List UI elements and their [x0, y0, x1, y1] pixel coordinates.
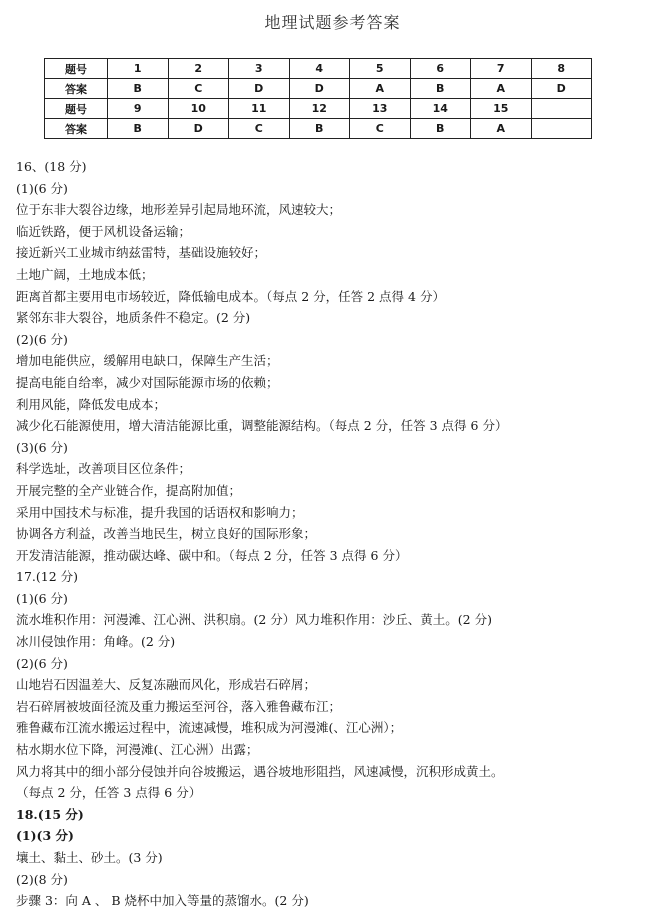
page-title: 地理试题参考答案 — [264, 13, 401, 32]
table-cell: A — [350, 79, 411, 99]
table-cell: 8 — [531, 59, 592, 79]
table-cell: D — [289, 79, 350, 99]
row-header-cell: 答案 — [45, 119, 108, 139]
answer-line: 岩石碎屑被坡面径流及重力搬运至河谷，落入雅鲁藏布江； — [16, 698, 342, 714]
table-cell: C — [229, 119, 290, 139]
answer-line: 18.(15 分) — [16, 806, 84, 822]
answer-line: (3)(6 分) — [16, 439, 68, 455]
answer-body — [16, 156, 656, 912]
answer-line: (2)(6 分) — [16, 331, 68, 347]
answer-line: 步骤 3：向 A 、 B 烧杯中加入等量的蒸馏水。(2 分) — [16, 893, 309, 909]
table-cell: 1 — [108, 59, 169, 79]
table-cell: 5 — [350, 59, 411, 79]
table-cell: B — [410, 119, 471, 139]
answer-line: 17.(12 分) — [16, 569, 79, 585]
answer-line: (2)(8 分) — [16, 871, 68, 887]
table-cell: 9 — [108, 99, 169, 119]
answer-line: 土地广阔，土地成本低； — [16, 266, 154, 282]
table-row — [45, 99, 592, 119]
answer-line: 枯水期水位下降，河漫滩(、江心洲）出露； — [16, 742, 259, 758]
answer-line: （每点 2 分，任答 3 点得 6 分） — [16, 785, 202, 801]
table-cell: D — [168, 119, 229, 139]
answer-line: 风力将其中的细小部分侵蚀并向谷坡搬运，遇谷坡地形阻挡，风速减慢，沉积形成黄土。 — [16, 763, 504, 779]
answer-line: 增加电能供应，缓解用电缺口，保障生产生活； — [16, 353, 279, 369]
answer-line: 采用中国技术与标准，提升我国的话语权和影响力； — [16, 504, 304, 520]
table-cell: D — [229, 79, 290, 99]
table-cell: A — [471, 79, 532, 99]
table-cell — [531, 119, 592, 139]
table-cell: C — [350, 119, 411, 139]
answer-line: 提高电能自给率，减少对国际能源市场的依赖； — [16, 374, 279, 390]
table-cell: 7 — [471, 59, 532, 79]
table-cell: 15 — [471, 99, 532, 119]
answer-line: 减少化石能源使用，增大清洁能源比重，调整能源结构。（每点 2 分，任答 3 点得 6 分） — [16, 418, 508, 434]
answer-line: 壤土、黏土、砂土。(3 分) — [16, 850, 163, 865]
answer-line: (1)(6 分) — [16, 590, 68, 606]
table-cell — [531, 99, 592, 119]
answer-line: 流水堆积作用：河漫滩、江心洲、洪积扇。(2 分）风力堆积作用：沙丘、黄土。(2 分) — [16, 612, 492, 628]
table-cell: 6 — [410, 59, 471, 79]
answer-line: 16、(18 分) — [16, 159, 87, 174]
table-cell: B — [289, 119, 350, 139]
table-cell: 4 — [289, 59, 350, 79]
answer-line: 开发清洁能源，推动碳达峰、碳中和。（每点 2 分，任答 3 点得 6 分） — [16, 547, 408, 563]
table-cell: 3 — [229, 59, 290, 79]
table-cell: B — [410, 79, 471, 99]
table-cell: A — [471, 119, 532, 139]
table-cell: 11 — [229, 99, 290, 119]
row-header-cell: 题号 — [45, 99, 108, 119]
answer-line: 紧邻东非大裂谷，地质条件不稳定。(2 分) — [16, 310, 251, 326]
table-cell: B — [108, 79, 169, 99]
table-cell: 13 — [350, 99, 411, 119]
answer-line: 位于东非大裂谷边缘，地形差异引起局地环流，风速较大； — [16, 202, 342, 218]
table-cell: 10 — [168, 99, 229, 119]
answer-line: (2)(6 分) — [16, 655, 68, 671]
table-cell: D — [531, 79, 592, 99]
answer-line: 临近铁路，便于风机设备运输； — [16, 223, 192, 239]
answer-line: 接近新兴工业城市纳兹雷特，基础设施较好； — [16, 245, 267, 261]
answer-line: 利用风能，降低发电成本； — [16, 396, 167, 412]
row-header-cell: 题号 — [45, 59, 108, 79]
answer-line: 科学选址，改善项目区位条件； — [16, 461, 192, 477]
table-row — [45, 79, 592, 99]
answer-line: 距离首都主要用电市场较近，降低输电成本。（每点 2 分，任答 2 点得 4 分） — [16, 288, 445, 304]
answer-line: 山地岩石因温差大、反复冻融而风化，形成岩石碎屑； — [16, 677, 317, 693]
table-cell: 14 — [410, 99, 471, 119]
answer-line: 开展完整的全产业链合作，提高附加值； — [16, 482, 242, 498]
table-cell: C — [168, 79, 229, 99]
answer-table — [44, 58, 592, 139]
answer-line: 协调各方利益，改善当地民生，树立良好的国际形象； — [16, 526, 317, 542]
table-row — [45, 59, 592, 79]
row-header-cell: 答案 — [45, 79, 108, 99]
answer-line: (1)(3 分) — [16, 828, 74, 844]
answer-line: 冰川侵蚀作用：角峰。(2 分) — [16, 634, 176, 650]
table-cell: 2 — [168, 59, 229, 79]
table-row — [45, 119, 592, 139]
answer-line: 雅鲁藏布江流水搬运过程中，流速减慢，堆积成为河漫滩(、江心洲）； — [16, 720, 403, 736]
table-cell: 12 — [289, 99, 350, 119]
answer-line: (1)(6 分) — [16, 180, 68, 196]
table-cell: B — [108, 119, 169, 139]
